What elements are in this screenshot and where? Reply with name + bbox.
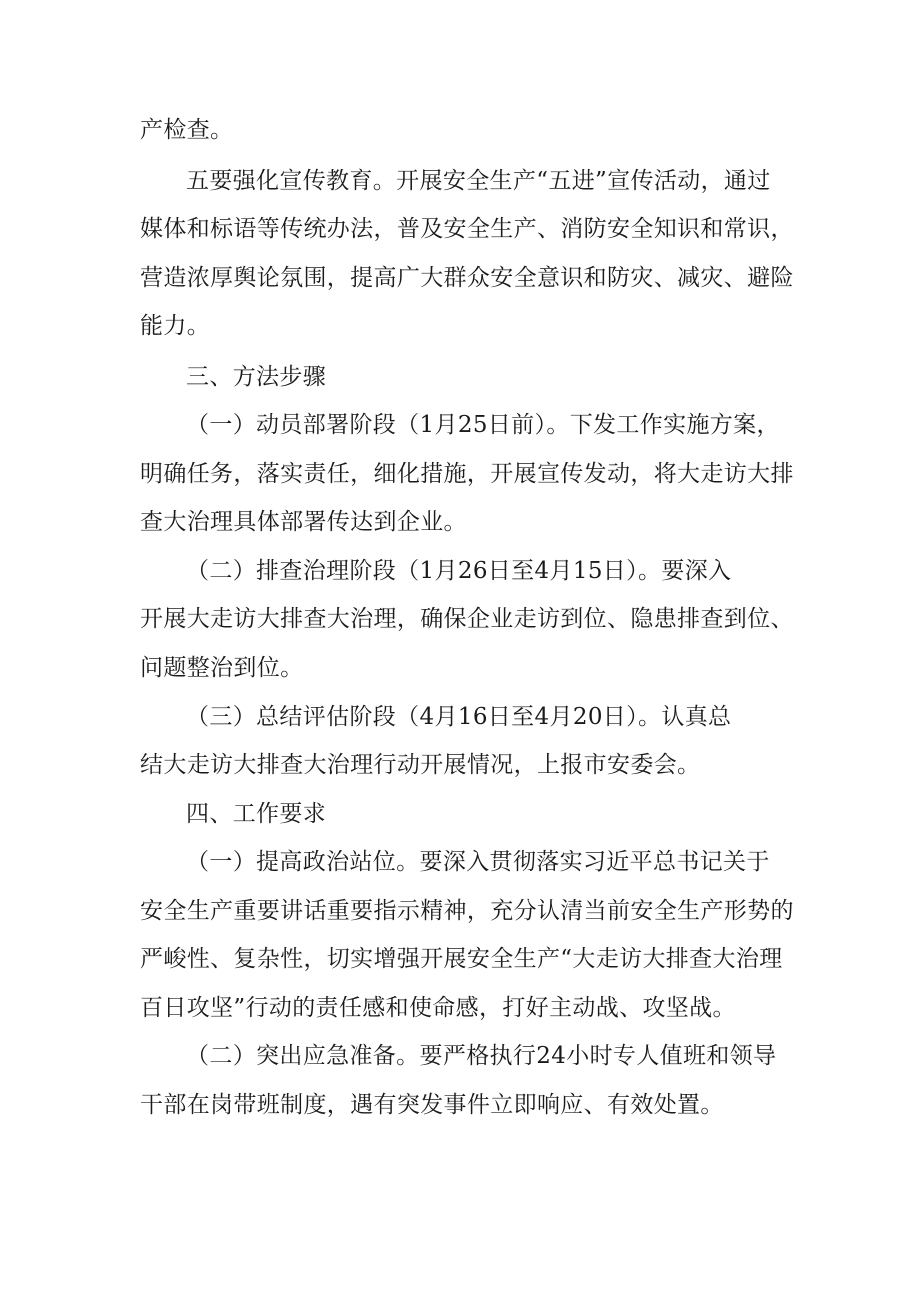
text-line: 严峻性、复杂性，切实增强开展安全生产“大走访大排查大治理 — [140, 946, 783, 972]
paragraph-emergency-preparation: （二）突出应急准备。要严格执行24小时专人值班和领导 — [186, 1043, 777, 1069]
paragraph-five-publicity: 五要强化宣传教育。开展安全生产“五进”宣传活动，通过 — [186, 168, 771, 194]
text-line: 明确任务，落实责任，细化措施，开展宣传发动，将大走访大排 — [140, 461, 794, 487]
section-heading-requirements: 四、工作要求 — [186, 801, 327, 827]
text-line: 媒体和标语等传统办法，普及安全生产、消防安全知识和常识， — [140, 216, 794, 242]
text-line: 查大治理具体部署传达到企业。 — [140, 509, 467, 535]
text-line-continuation: 产检查。 — [140, 117, 234, 143]
text-line: 开展大走访大排查大治理，确保企业走访到位、隐患排查到位、 — [140, 606, 794, 632]
text-line: 百日攻坚”行动的责任感和使命感，打好主动战、攻坚战。 — [140, 995, 736, 1021]
text-line: 安全生产重要讲话重要指示精神，充分认清当前安全生产形势的 — [140, 898, 794, 924]
text-line: 营造浓厚舆论氛围，提高广大群众安全意识和防灾、减灾、避险 — [140, 265, 794, 291]
paragraph-phase-inspection: （二）排查治理阶段（1月26日至4月15日）。要深入 — [186, 558, 732, 584]
text-line: 干部在岗带班制度，遇有突发事件立即响应、有效处置。 — [140, 1092, 724, 1118]
section-heading-methods: 三、方法步骤 — [186, 364, 327, 390]
text-line: 结大走访大排查大治理行动开展情况，上报市安委会。 — [140, 752, 701, 778]
text-line: 能力。 — [140, 313, 211, 339]
paragraph-phase-mobilization: （一）动员部署阶段（1月25日前）。下发工作实施方案， — [186, 412, 780, 438]
paragraph-political-stance: （一）提高政治站位。要深入贯彻落实习近平总书记关于 — [186, 849, 770, 875]
text-line: 问题整治到位。 — [140, 655, 304, 681]
paragraph-phase-summary: （三）总结评估阶段（4月16日至4月20日）。认真总 — [186, 704, 732, 730]
